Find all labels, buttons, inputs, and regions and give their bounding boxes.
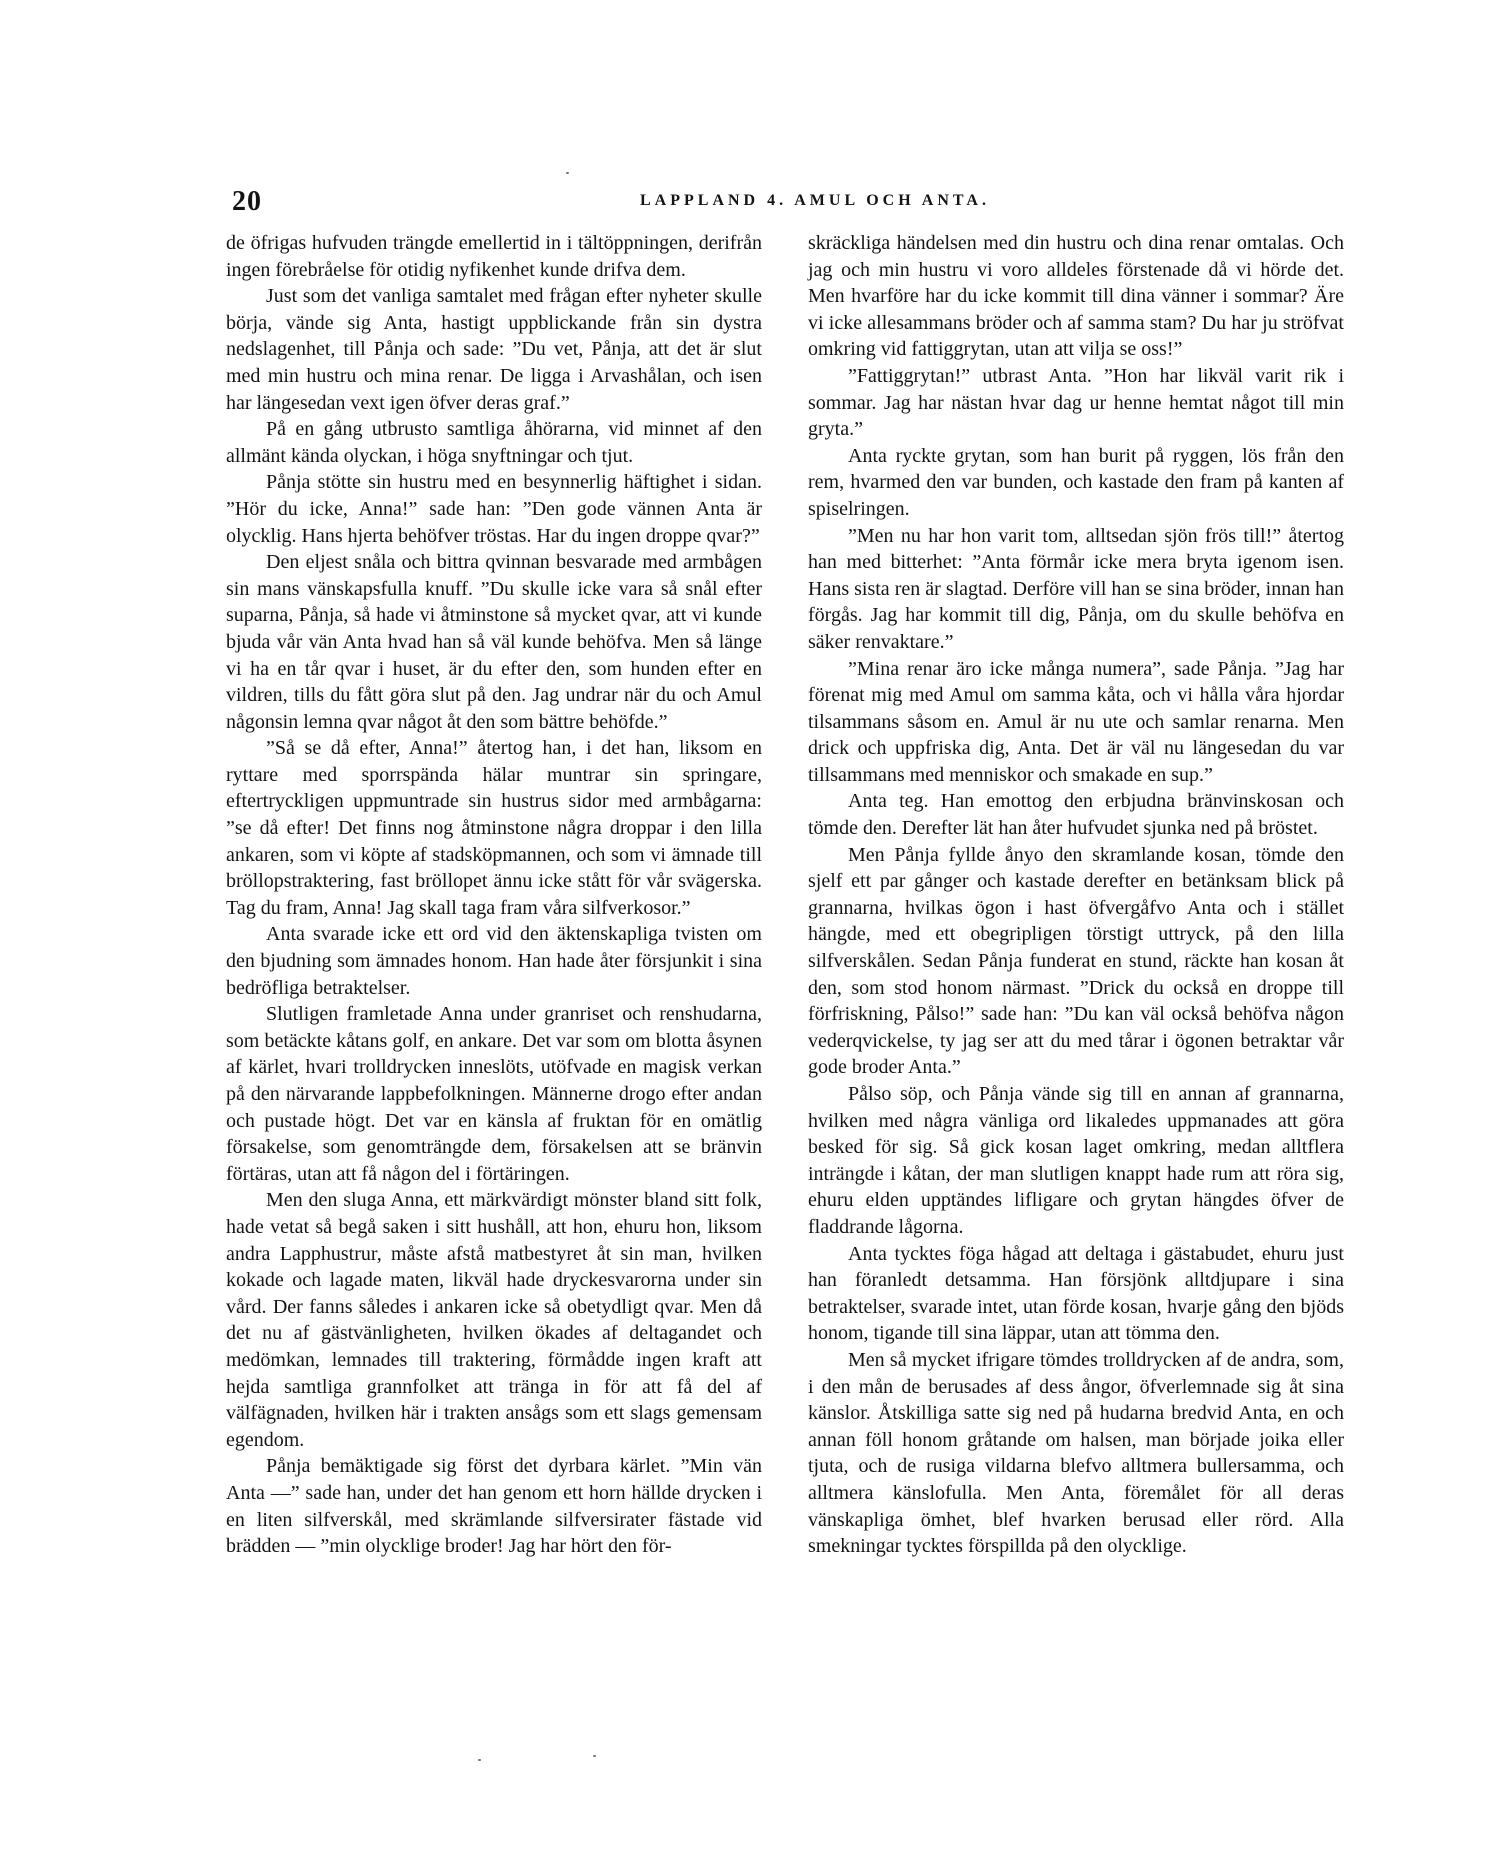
paragraph: Pålso söp, och Pånja vände sig till en annan af grannarna, hvilken med några vänliga ord likaledes uppmanades att göra besked för sig. Så gick kosan laget omkring, medan alltflera inträngde i kåtan, der man slutligen knappt hade rum att röra sig, ehuru elden upptändes lifligare och grytan hängdes öfver de fladdrande lågorna.	[808, 1083, 1344, 1238]
paragraph: de öfrigas hufvuden trängde emellertid in i tältöppningen, derifrån ingen förebråelse för otidig nyfikenhet kunde drifva dem.	[226, 232, 762, 281]
paragraph: Den eljest snåla och bittra qvinnan besvarade med armbågen sin mans vänskapsfulla knuff. ”Du skulle icke vara så snål efter suparna, Pånja, så hade vi åtminstone så mycket qvar, att vi kunde bjuda vår vän Anta hvad han så väl kunde behöfva. Men så länge vi ha en tår qvar i huset, är du efter den, som hunden efter en vildren, tills du fått göra slut på den. Jag undrar när du och Amul någonsin lemna qvar något åt den som bättre behöfde.”	[226, 551, 762, 733]
paragraph: Men den sluga Anna, ett märkvärdigt mönster bland sitt folk, hade vetat så begå saken i sitt hushåll, att hon, ehuru hon, liksom andra Lapphustrur, måste afstå matbestyret åt sin man, hvilken kokade och lagade maten, likväl hade dryckesvarorna under sin vård. Der fanns således i ankaren icke så obetydligt qvar. Men då det nu af gästvänligheten, hvilken ökades af deltagandet och medömkan, lemnades till traktering, förmådde ingen kraft att hejda samtliga grannfolket att tränga in för att få del af välfägnaden, hvilken här i trakten ansågs som ett slags gemensam egendom.	[226, 1189, 762, 1451]
paragraph: ”Så se då efter, Anna!” återtog han, i det han, liksom en ryttare med sporrspända hälar muntrar sin springare, eftertryckligen uppmuntrade sin hustrus sidor med armbågarna: ”se då efter! Det finns nog åtminstone några droppar i den lilla ankaren, som vi köpte af stadsköpmannen, och som vi ämnade till bröllopstraktering, fast bröllopet ännu icke stått för vår svägerska. Tag du fram, Anna! Jag skall taga fram våra silfverkosor.”	[226, 737, 762, 919]
paragraph: Slutligen framletade Anna under granriset och renshudarna, som betäckte kåtans golf, en ankare. Det var som om blotta åsynen af kärlet, hvari trolldrycken inneslöts, utöfvade en magisk verkan på den närvarande lappbefolkningen. Männerne drogo efter andan och pustade högt. Det var en känsla af fruktan för en omätlig försakelse, som genomträngde dem, försakelsen att se bränvin förtäras, utan att få någon del i förtäringen.	[226, 1003, 762, 1185]
paragraph: Anta ryckte grytan, som han burit på ryggen, lös från den rem, hvarmed den var bunden, och kastade den fram på kanten af spiselringen.	[808, 444, 1344, 520]
print-speck	[478, 1759, 481, 1761]
print-speck	[566, 172, 569, 174]
paragraph: På en gång utbrusto samtliga åhörarna, vid minnet af den allmänt kända olyckan, i höga snyftningar och tjut.	[226, 418, 762, 467]
left-column	[226, 230, 762, 1560]
paragraph: Men Pånja fyllde ånyo den skramlande kosan, tömde den sjelf ett par gånger och kastade derefter en betänksam blick på grannarna, hvilkas ögon i hast öfvergåfvo Anta och i stället hängde, med ett obegripligen törstigt uttryck, på den lilla silfverskålen. Sedan Pånja funderat en stund, räckte han kosan åt den, som stod honom närmast. ”Drick du också en droppe till förfriskning, Pålso!” sade han: ”Du kan väl också behöfva någon vederqvickelse, ty jag ser att du med tårar i ögonen betraktar vår gode broder Anta.”	[808, 843, 1344, 1079]
paragraph: ”Mina renar äro icke många numera”, sade Pånja. ”Jag har förenat mig med Amul om samma kåta, och vi hålla våra hjordar tilsammans såsom en. Amul är nu ute och samlar renarna. Men drick och uppfriska dig, Anta. Det är väl nu längesedan du var tillsammans med menniskor och smakade en sup.”	[808, 657, 1344, 786]
running-head: LAPPLAND 4. AMUL OCH ANTA.	[640, 192, 990, 209]
paragraph: ”Men nu har hon varit tom, alltsedan sjön frös till!” återtog han med bitterhet: ”Anta förmår icke mera bryta igenom isen. Hans sista ren är slagtad. Derföre vill han se sina bröder, innan han förgås. Jag har kommit till dig, Pånja, om du skulle behöfva en säker renvaktare.”	[808, 524, 1344, 653]
page-number: 20	[232, 186, 262, 217]
paragraph: skräckliga händelsen med din hustru och dina renar omtalas. Och jag och min hustru vi voro alldeles förstenade då vi hörde det. Men hvarföre har du icke kommit till dina vänner i sommar? Äre vi icke allesammans bröder och af samma stam? Du har ju ströfvat omkring vid fattiggrytan, utan att vilja se oss!”	[808, 232, 1344, 361]
paragraph: Pånja stötte sin hustru med en besynnerlig häftighet i sidan. ”Hör du icke, Anna!” sade han: ”Den gode vännen Anta är olycklig. Hans hjerta behöfver tröstas. Har du ingen droppe qvar?”	[226, 471, 762, 547]
paragraph: Anta teg. Han emottog den erbjudna bränvinskosan och tömde den. Derefter lät han åter hufvudet sjunka ned på bröstet.	[808, 790, 1344, 840]
paragraph: ”Fattiggrytan!” utbrast Anta. ”Hon har likväl varit rik i sommar. Jag har nästan hvar dag ur henne hemtat något till min gryta.”	[808, 364, 1344, 441]
paragraph: Just som det vanliga samtalet med frågan efter nyheter skulle börja, vände sig Anta, hastigt uppblickande från sin dystra nedslagenhet, till Pånja och sade: ”Du vet, Pånja, att det är slut med min hustru och mina renar. De ligga i Arvashålan, och isen har längesedan vext igen öfver deras graf.”	[226, 285, 762, 414]
paragraph: Pånja bemäktigade sig först det dyrbara kärlet. ”Min vän Anta —” sade han, under det han genom ett horn hällde drycken i en liten silfverskål, med skrämlande silfversirater fästade vid brädden — ”min olycklige broder! Jag har hört den för-	[226, 1455, 762, 1558]
paragraph: Anta svarade icke ett ord vid den äktenskapliga tvisten om den bjudning som ämnades honom. Han hade åter försjunkit i sina bedröfliga betraktelser.	[226, 923, 762, 999]
paragraph: Anta tycktes föga hågad att deltaga i gästabudet, ehuru just han föranledt detsamma. Han försjönk alltdjupare i sina betraktelser, svarade intet, utan förde kosan, hvarje gång den bjöds honom, tigande till sina läppar, utan att tömma den.	[808, 1242, 1344, 1345]
right-column	[808, 230, 1344, 1560]
paragraph: Men så mycket ifrigare tömdes trolldrycken af de andra, som, i den mån de berusades af dess ångor, öfverlemnade sig åt sina känslor. Åtskilliga satte sig ned på hudarna bredvid Anta, en och annan föll honom gråtande om halsen, man började joika eller tjuta, och de rusiga vildarna blefvo alltmera bullersamma, och alltmera känslofulla. Men Anta, föremålet för all deras vänskapliga ömhet, blef hvarken berusad eller rörd. Alla smekningar tycktes förspillda på den olycklige.	[808, 1348, 1344, 1558]
print-speck	[593, 1755, 596, 1757]
